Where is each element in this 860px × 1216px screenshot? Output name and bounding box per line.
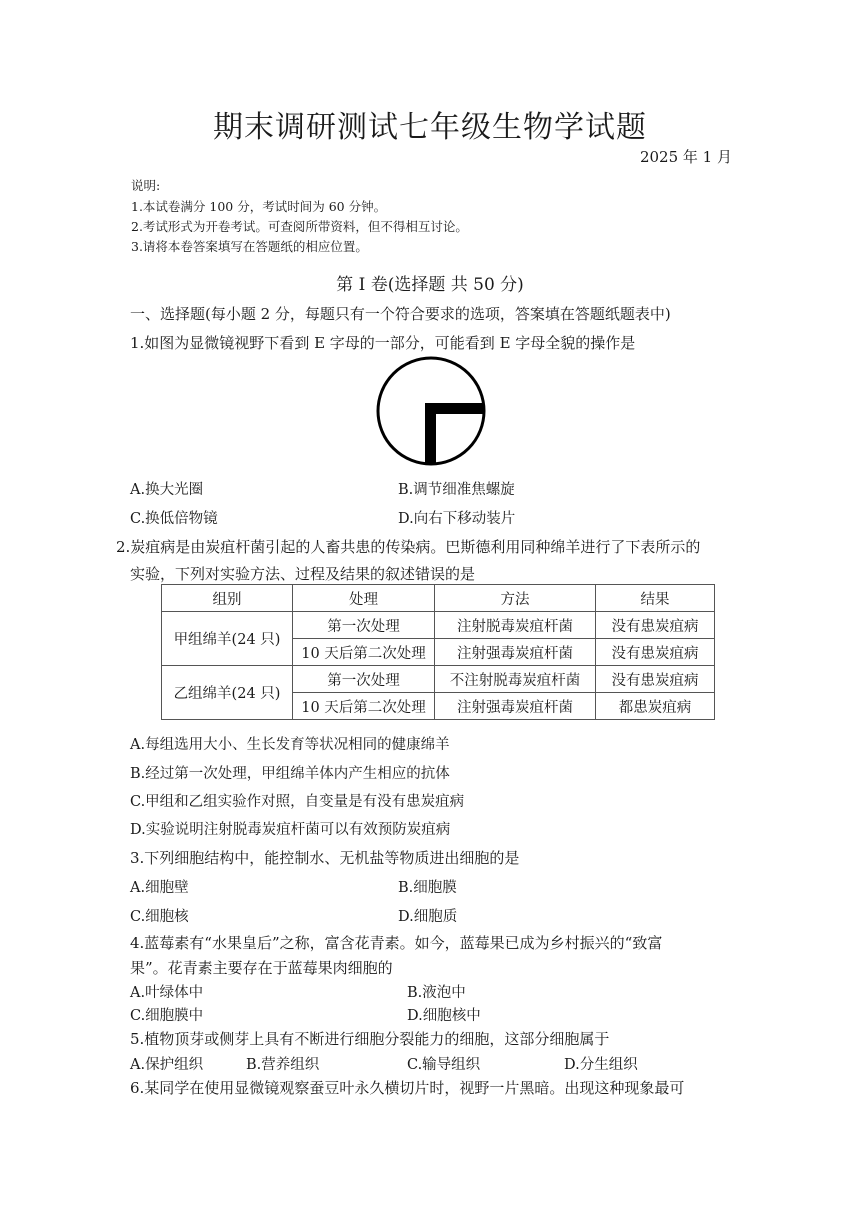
q1-option-c: C.换低倍物镜 <box>130 511 218 527</box>
q6-stem: 6.某同学在使用显微镜观察蚕豆叶永久横切片时，视野一片黑暗。出现这种现象最可 <box>130 1079 685 1097</box>
table-cell: 没有患炭疽病 <box>596 612 715 639</box>
q4-option-b: B.液泡中 <box>407 985 466 1001</box>
table-cell: 10 天后第二次处理 <box>293 693 435 720</box>
group-name-cell: 乙组绵羊(24 只) <box>162 666 293 720</box>
q1-option-a: A.换大光圈 <box>130 482 204 498</box>
q4-option-d: D.细胞核中 <box>407 1008 481 1024</box>
note-item-2: 2.考试形式为开卷考试。可查阅所带资料，但不得相互讨论。 <box>131 219 468 234</box>
q3-option-b: B.细胞膜 <box>398 880 457 896</box>
q3-option-a: A.细胞壁 <box>130 880 189 896</box>
q4-stem-line2: 果”。花青素主要存在于蓝莓果肉细胞的 <box>130 959 393 977</box>
table-cell: 没有患炭疽病 <box>596 639 715 666</box>
q5-option-d: D.分生组织 <box>564 1057 638 1073</box>
table-cell: 10 天后第二次处理 <box>293 639 435 666</box>
q2-option-c: C.甲组和乙组实验作对照，自变量是有没有患炭疽病 <box>130 794 465 810</box>
table-row <box>162 666 715 693</box>
table-row <box>162 612 715 639</box>
experiment-table <box>161 584 715 720</box>
q2-option-d: D.实验说明注射脱毒炭疽杆菌可以有效预防炭疽病 <box>130 822 451 838</box>
notes-heading: 说明: <box>131 178 161 193</box>
table-header: 结果 <box>596 585 715 612</box>
part-heading: 一、选择题(每小题 2 分，每题只有一个符合要求的选项，答案填在答题纸题表中) <box>130 305 671 323</box>
q5-option-c: C.输导组织 <box>407 1057 481 1073</box>
q2-option-b: B.经过第一次处理，甲组绵羊体内产生相应的抗体 <box>130 766 450 782</box>
group-name-cell: 甲组绵羊(24 只) <box>162 612 293 666</box>
microscope-field-figure <box>370 355 492 467</box>
q4-stem-line1: 4.蓝莓素有“水果皇后”之称，富含花青素。如今，蓝莓果已成为乡村振兴的“致富 <box>130 934 663 952</box>
section-heading: 第 I 卷(选择题 共 50 分) <box>336 275 524 295</box>
table-header: 方法 <box>435 585 596 612</box>
q1-option-b: B.调节细准焦螺旋 <box>398 482 515 498</box>
q3-stem: 3.下列细胞结构中，能控制水、无机盐等物质进出细胞的是 <box>130 849 520 867</box>
q4-option-c: C.细胞膜中 <box>130 1008 204 1024</box>
table-header: 处理 <box>293 585 435 612</box>
q2-stem-line1: 2.炭疽病是由炭疽杆菌引起的人畜共患的传染病。巴斯德利用同种绵羊进行了下表所示的 <box>116 538 701 556</box>
table-cell: 都患炭疽病 <box>596 693 715 720</box>
table-cell: 注射脱毒炭疽杆菌 <box>435 612 596 639</box>
table-cell: 注射强毒炭疽杆菌 <box>435 639 596 666</box>
q5-option-b: B.营养组织 <box>246 1057 320 1073</box>
q1-option-d: D.向右下移动装片 <box>398 511 516 527</box>
q2-option-a: A.每组选用大小、生长发育等状况相同的健康绵羊 <box>130 737 450 753</box>
table-header: 组别 <box>162 585 293 612</box>
q3-option-d: D.细胞质 <box>398 909 458 925</box>
exam-date: 2025 年 1 月 <box>639 148 732 166</box>
q3-option-c: C.细胞核 <box>130 909 189 925</box>
q2-stem-line2: 实验，下列对实验方法、过程及结果的叙述错误的是 <box>130 565 476 583</box>
table-header-row <box>162 585 715 612</box>
page-title: 期末调研测试七年级生物学试题 <box>213 110 647 145</box>
table-cell: 没有患炭疽病 <box>596 666 715 693</box>
note-item-3: 3.请将本卷答案填写在答题纸的相应位置。 <box>131 239 368 254</box>
table-cell: 不注射脱毒炭疽杆菌 <box>435 666 596 693</box>
table-cell: 第一次处理 <box>293 666 435 693</box>
q5-option-a: A.保护组织 <box>130 1057 204 1073</box>
note-item-1: 1.本试卷满分 100 分，考试时间为 60 分钟。 <box>131 199 387 214</box>
q1-stem: 1.如图为显微镜视野下看到 E 字母的一部分，可能看到 E 字母全貌的操作是 <box>130 334 636 352</box>
q5-stem: 5.植物顶芽或侧芽上具有不断进行细胞分裂能力的细胞，这部分细胞属于 <box>130 1030 610 1048</box>
q4-option-a: A.叶绿体中 <box>130 985 204 1001</box>
table-cell: 第一次处理 <box>293 612 435 639</box>
table-cell: 注射强毒炭疽杆菌 <box>435 693 596 720</box>
